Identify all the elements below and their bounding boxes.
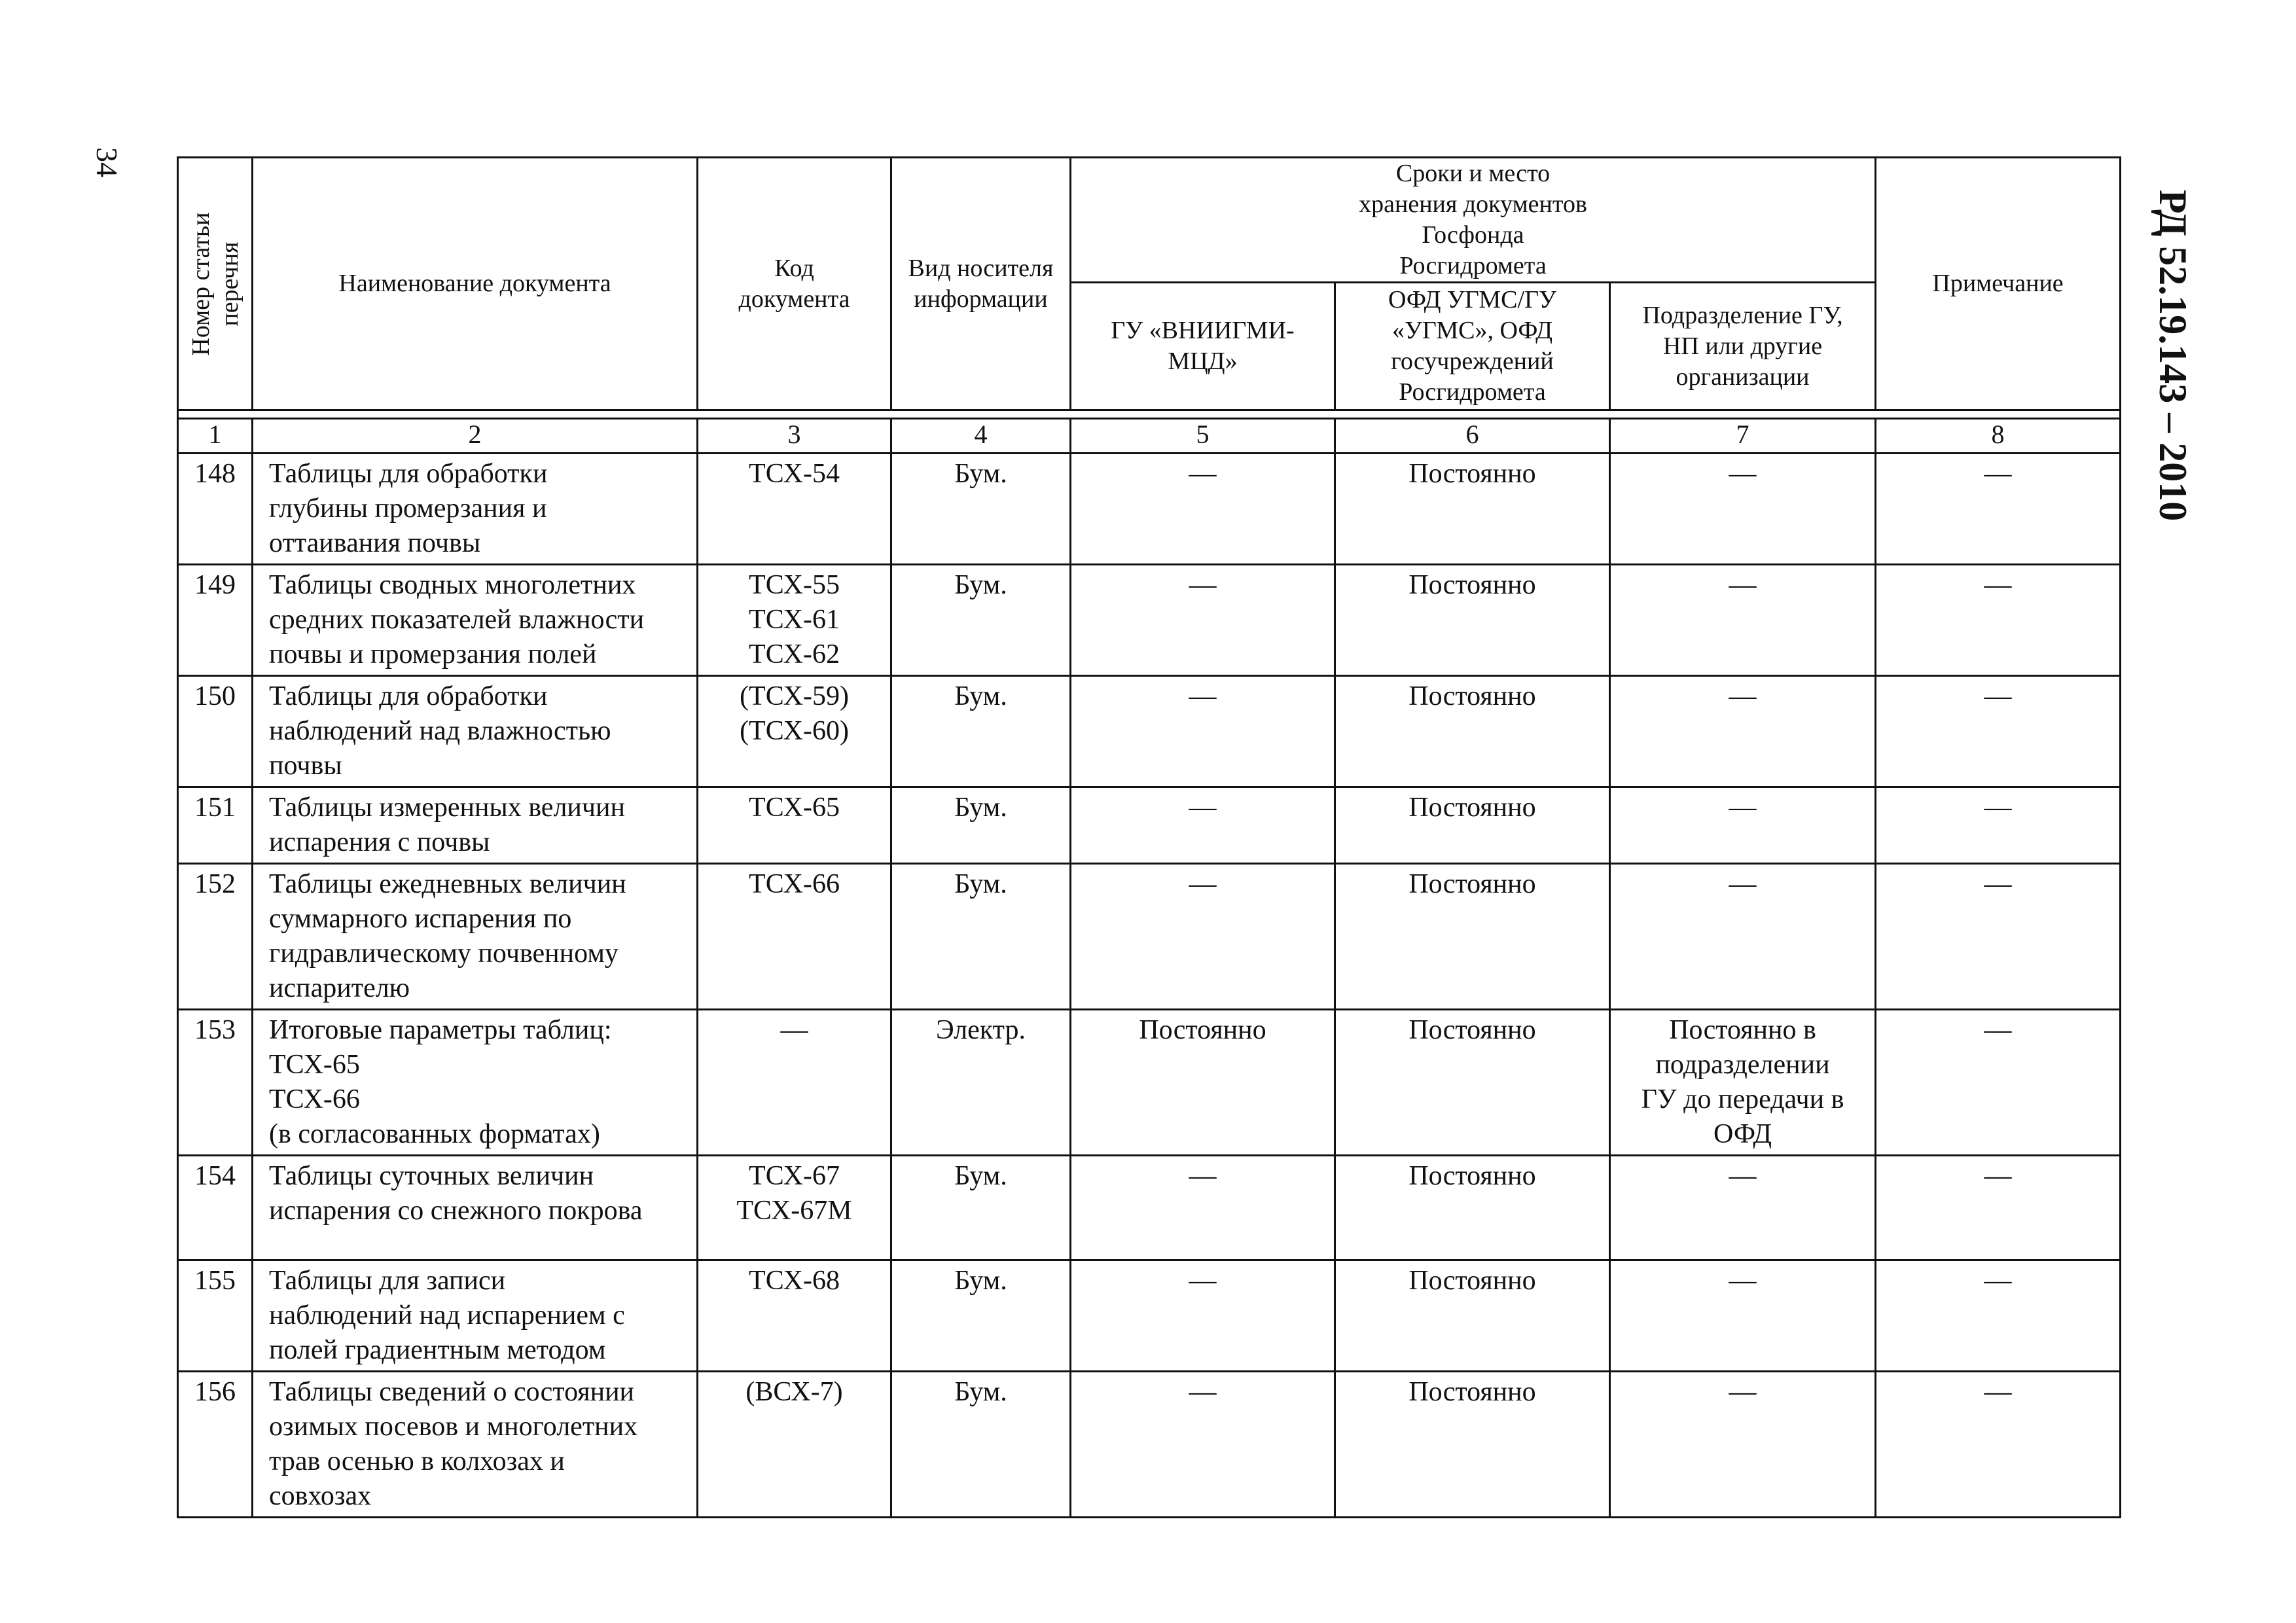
storage-ofd-cell xyxy=(1335,1260,1610,1372)
document-code-cell xyxy=(698,565,891,676)
media-type-cell xyxy=(891,787,1071,864)
media-type-cell-text: Бум. xyxy=(954,570,1007,600)
document-name-cell-line: Таблицы суточных величин xyxy=(269,1161,594,1191)
storage-vniigmi-cell-text: — xyxy=(1189,570,1217,600)
storage-vniigmi-cell-text: — xyxy=(1189,1377,1217,1407)
article-number-cell-text: 151 xyxy=(194,793,236,823)
storage-subdivision-cell-line: — xyxy=(1729,1377,1757,1407)
document-name-cell-line: ТСХ-66 xyxy=(269,1084,360,1115)
document-code-cell xyxy=(698,1260,891,1372)
storage-subdivision-cell-line: ГУ до передачи в xyxy=(1641,1084,1844,1115)
table-row xyxy=(178,1010,2121,1156)
storage-vniigmi-cell xyxy=(1071,1156,1335,1260)
storage-ofd-cell xyxy=(1335,676,1610,787)
storage-ofd-cell xyxy=(1335,1010,1610,1156)
document-code-cell-line: ТСХ-65 xyxy=(749,793,840,823)
storage-subdivision-cell xyxy=(1610,454,1876,565)
storage-vniigmi-cell-text: — xyxy=(1189,1161,1217,1191)
note-cell xyxy=(1876,454,2121,565)
storage-subdivision-cell-line: ОФД xyxy=(1713,1119,1772,1149)
document-code-cell-line: (ТСХ-60) xyxy=(740,716,849,746)
storage-vniigmi-cell xyxy=(1071,1260,1335,1372)
article-number-cell-text: 154 xyxy=(194,1161,236,1191)
storage-subdivision-cell xyxy=(1610,1156,1876,1260)
storage-subdivision-cell-line: Постоянно в xyxy=(1669,1015,1816,1045)
note-cell xyxy=(1876,1372,2121,1518)
storage-vniigmi-cell-text: — xyxy=(1189,681,1217,711)
storage-subdivision-cell-line: — xyxy=(1729,793,1757,823)
document-name-cell-line: испарителю xyxy=(269,973,410,1003)
header-document-code: Код документа xyxy=(698,158,891,410)
document-code-cell-line: (ВСХ-7) xyxy=(745,1377,843,1407)
note-cell-text: — xyxy=(1984,459,2012,489)
document-name-cell-line: оттаивания почвы xyxy=(269,528,481,558)
note-cell xyxy=(1876,787,2121,864)
document-register-table xyxy=(177,156,2121,1518)
note-cell-text: — xyxy=(1984,793,2012,823)
table-row xyxy=(178,1156,2121,1260)
document-code-cell-line: ТСХ-67М xyxy=(736,1196,852,1226)
document-name-cell-line: озимых посевов и многолетних xyxy=(269,1412,638,1442)
storage-ofd-cell xyxy=(1335,1156,1610,1260)
article-number-cell xyxy=(178,454,253,565)
note-cell xyxy=(1876,676,2121,787)
storage-subdivision-cell-line: — xyxy=(1729,869,1757,899)
document-code-cell-line: ТСХ-62 xyxy=(749,639,840,669)
document-name-cell-line: средних показателей влажности xyxy=(269,605,645,635)
document-code-cell xyxy=(698,676,891,787)
article-number-cell-text: 148 xyxy=(194,459,236,489)
article-number-cell xyxy=(178,1260,253,1372)
document-name-cell-line: гидравлическому почвенному xyxy=(269,938,619,969)
document-code-cell xyxy=(698,1010,891,1156)
table-row xyxy=(178,676,2121,787)
article-number-cell xyxy=(178,864,253,1010)
media-type-cell xyxy=(891,454,1071,565)
document-name-cell xyxy=(253,1010,698,1156)
storage-ofd-cell-text: Постоянно xyxy=(1408,869,1536,899)
media-type-cell-text: Электр. xyxy=(936,1015,1026,1045)
document-code-cell-line: (ТСХ-59) xyxy=(740,681,849,711)
document-name-cell-line: суммарного испарения по xyxy=(269,904,572,934)
storage-vniigmi-cell xyxy=(1071,454,1335,565)
storage-ofd-cell xyxy=(1335,454,1610,565)
article-number-cell-text: 149 xyxy=(194,570,236,600)
document-name-cell-line: совхозах xyxy=(269,1481,372,1511)
media-type-cell-text: Бум. xyxy=(954,1161,1007,1191)
table-row xyxy=(178,1372,2121,1518)
note-cell xyxy=(1876,864,2121,1010)
document-name-cell-line: Таблицы для обработки xyxy=(269,459,548,489)
column-number: 1 xyxy=(178,419,253,454)
media-type-cell xyxy=(891,565,1071,676)
note-cell xyxy=(1876,1260,2121,1372)
storage-ofd-cell xyxy=(1335,565,1610,676)
storage-ofd-cell xyxy=(1335,787,1610,864)
storage-vniigmi-cell xyxy=(1071,1010,1335,1156)
header-storage-group: Сроки и место хранения документов Госфонда Росгидромета xyxy=(1071,158,1876,283)
storage-vniigmi-cell xyxy=(1071,864,1335,1010)
column-number: 2 xyxy=(253,419,698,454)
storage-subdivision-cell-line: — xyxy=(1729,570,1757,600)
storage-vniigmi-cell xyxy=(1071,787,1335,864)
article-number-cell-text: 153 xyxy=(194,1015,236,1045)
column-number: 7 xyxy=(1610,419,1876,454)
document-code-cell-line: ТСХ-68 xyxy=(749,1266,840,1296)
document-name-cell-line: наблюдений над испарением с xyxy=(269,1300,625,1330)
document-name-cell xyxy=(253,864,698,1010)
note-cell xyxy=(1876,1010,2121,1156)
document-code-cell xyxy=(698,787,891,864)
document-code-cell-line: ТСХ-55 xyxy=(749,570,840,600)
storage-vniigmi-cell xyxy=(1071,565,1335,676)
column-number: 8 xyxy=(1876,419,2121,454)
storage-vniigmi-cell-text: — xyxy=(1189,459,1217,489)
storage-subdivision-cell xyxy=(1610,864,1876,1010)
document-name-cell xyxy=(253,787,698,864)
document-name-cell xyxy=(253,1260,698,1372)
document-name-cell-line: трав осенью в колхозах и xyxy=(269,1446,565,1476)
article-number-cell xyxy=(178,676,253,787)
media-type-cell-text: Бум. xyxy=(954,793,1007,823)
document-name-cell-line: почвы xyxy=(269,751,342,781)
storage-ofd-cell-text: Постоянно xyxy=(1408,1015,1536,1045)
document-name-cell-line: Таблицы ежедневных величин xyxy=(269,869,626,899)
storage-ofd-cell-text: Постоянно xyxy=(1408,570,1536,600)
column-number: 6 xyxy=(1335,419,1610,454)
article-number-cell xyxy=(178,1156,253,1260)
header-document-name: Наименование документа xyxy=(253,158,698,410)
document-code-cell-line: ТСХ-67 xyxy=(749,1161,840,1191)
media-type-cell xyxy=(891,1010,1071,1156)
storage-subdivision-cell xyxy=(1610,565,1876,676)
storage-vniigmi-cell-text: — xyxy=(1189,1266,1217,1296)
storage-ofd-cell-text: Постоянно xyxy=(1408,793,1536,823)
storage-ofd-cell-text: Постоянно xyxy=(1408,1377,1536,1407)
document-name-cell-line: испарения с почвы xyxy=(269,827,490,857)
media-type-cell-text: Бум. xyxy=(954,681,1007,711)
header-storage-vniigmi: ГУ «ВНИИГМИ-МЦД» xyxy=(1071,283,1335,410)
media-type-cell-text: Бум. xyxy=(954,1266,1007,1296)
document-code-cell-line: ТСХ-61 xyxy=(749,605,840,635)
media-type-cell xyxy=(891,864,1071,1010)
media-type-cell-text: Бум. xyxy=(954,869,1007,899)
column-number: 3 xyxy=(698,419,891,454)
document-code-cell-line: ТСХ-66 xyxy=(749,869,840,899)
header-note: Примечание xyxy=(1876,158,2121,410)
document-name-cell-line: Таблицы для записи xyxy=(269,1266,506,1296)
note-cell-text: — xyxy=(1984,570,2012,600)
document-code-cell-line: ТСХ-54 xyxy=(749,459,840,489)
document-name-cell-line: Итоговые параметры таблиц: xyxy=(269,1015,612,1045)
storage-subdivision-cell xyxy=(1610,1260,1876,1372)
document-name-cell-line: глубины промерзания и xyxy=(269,493,547,524)
storage-subdivision-cell xyxy=(1610,676,1876,787)
storage-subdivision-cell-line: — xyxy=(1729,1161,1757,1191)
note-cell xyxy=(1876,1156,2121,1260)
storage-vniigmi-cell xyxy=(1071,1372,1335,1518)
note-cell-text: — xyxy=(1984,1161,2012,1191)
storage-vniigmi-cell-text: Постоянно xyxy=(1139,1015,1266,1045)
document-name-cell-line: (в согласованных форматах) xyxy=(269,1119,600,1149)
storage-vniigmi-cell-text: — xyxy=(1189,869,1217,899)
document-name-cell-line: полей градиентным методом xyxy=(269,1335,606,1365)
column-number: 4 xyxy=(891,419,1071,454)
document-name-cell-line: ТСХ-65 xyxy=(269,1050,360,1080)
media-type-cell xyxy=(891,1260,1071,1372)
storage-subdivision-cell-line: — xyxy=(1729,459,1757,489)
table-row xyxy=(178,787,2121,864)
document-name-cell-line: наблюдений над влажностью xyxy=(269,716,611,746)
media-type-cell xyxy=(891,676,1071,787)
note-cell-text: — xyxy=(1984,681,2012,711)
table-row xyxy=(178,454,2121,565)
document-name-cell xyxy=(253,676,698,787)
document-name-cell-line: почвы и промерзания полей xyxy=(269,639,597,669)
note-cell xyxy=(1876,565,2121,676)
media-type-cell xyxy=(891,1156,1071,1260)
storage-subdivision-cell xyxy=(1610,787,1876,864)
storage-ofd-cell-text: Постоянно xyxy=(1408,1161,1536,1191)
document-code-cell xyxy=(698,454,891,565)
media-type-cell-text: Бум. xyxy=(954,459,1007,489)
document-name-cell xyxy=(253,565,698,676)
media-type-cell-text: Бум. xyxy=(954,1377,1007,1407)
note-cell-text: — xyxy=(1984,1266,2012,1296)
storage-ofd-cell-text: Постоянно xyxy=(1408,459,1536,489)
header-storage-subdivision: Подразделение ГУ, НП или другие организации xyxy=(1610,283,1876,410)
table-row xyxy=(178,1260,2121,1372)
column-number: 5 xyxy=(1071,419,1335,454)
note-cell-text: — xyxy=(1984,1015,2012,1045)
table-row xyxy=(178,864,2121,1010)
storage-subdivision-cell xyxy=(1610,1010,1876,1156)
media-type-cell xyxy=(891,1372,1071,1518)
document-name-cell-line: Таблицы сводных многолетних xyxy=(269,570,636,600)
storage-subdivision-cell-line: — xyxy=(1729,1266,1757,1296)
document-code-cell xyxy=(698,1156,891,1260)
article-number-cell xyxy=(178,787,253,864)
document-code-cell xyxy=(698,864,891,1010)
article-number-cell-text: 150 xyxy=(194,681,236,711)
document-name-cell xyxy=(253,454,698,565)
header-article-number: Номер статьи перечня xyxy=(178,158,253,410)
article-number-cell xyxy=(178,565,253,676)
table-row xyxy=(178,565,2121,676)
article-number-cell xyxy=(178,1372,253,1518)
document-name-cell-line: Таблицы для обработки xyxy=(269,681,548,711)
document-code-cell-line: — xyxy=(780,1015,808,1045)
storage-subdivision-cell-line: подразделении xyxy=(1655,1050,1830,1080)
document-code-cell xyxy=(698,1372,891,1518)
storage-vniigmi-cell-text: — xyxy=(1189,793,1217,823)
article-number-cell-text: 152 xyxy=(194,869,236,899)
document-name-cell xyxy=(253,1156,698,1260)
document-name-cell-line: Таблицы сведений о состоянии xyxy=(269,1377,635,1407)
storage-ofd-cell-text: Постоянно xyxy=(1408,1266,1536,1296)
storage-subdivision-cell-line: — xyxy=(1729,681,1757,711)
document-name-cell xyxy=(253,1372,698,1518)
page-number: 34 xyxy=(90,147,124,177)
article-number-cell-text: 156 xyxy=(194,1377,236,1407)
column-number-row xyxy=(178,419,2121,454)
document-name-cell-line: испарения со снежного покрова xyxy=(269,1196,643,1226)
storage-ofd-cell xyxy=(1335,1372,1610,1518)
header-storage-ofd: ОФД УГМС/ГУ «УГМС», ОФД госучреждений Росгидромета xyxy=(1335,283,1610,410)
document-name-cell-line: Таблицы измеренных величин xyxy=(269,793,625,823)
header-media-type: Вид носителя информации xyxy=(891,158,1071,410)
storage-ofd-cell xyxy=(1335,864,1610,1010)
storage-subdivision-cell xyxy=(1610,1372,1876,1518)
note-cell-text: — xyxy=(1984,869,2012,899)
article-number-cell xyxy=(178,1010,253,1156)
storage-ofd-cell-text: Постоянно xyxy=(1408,681,1536,711)
article-number-cell-text: 155 xyxy=(194,1266,236,1296)
document-code: РД 52.19.143 – 2010 xyxy=(2151,189,2195,522)
storage-vniigmi-cell xyxy=(1071,676,1335,787)
note-cell-text: — xyxy=(1984,1377,2012,1407)
